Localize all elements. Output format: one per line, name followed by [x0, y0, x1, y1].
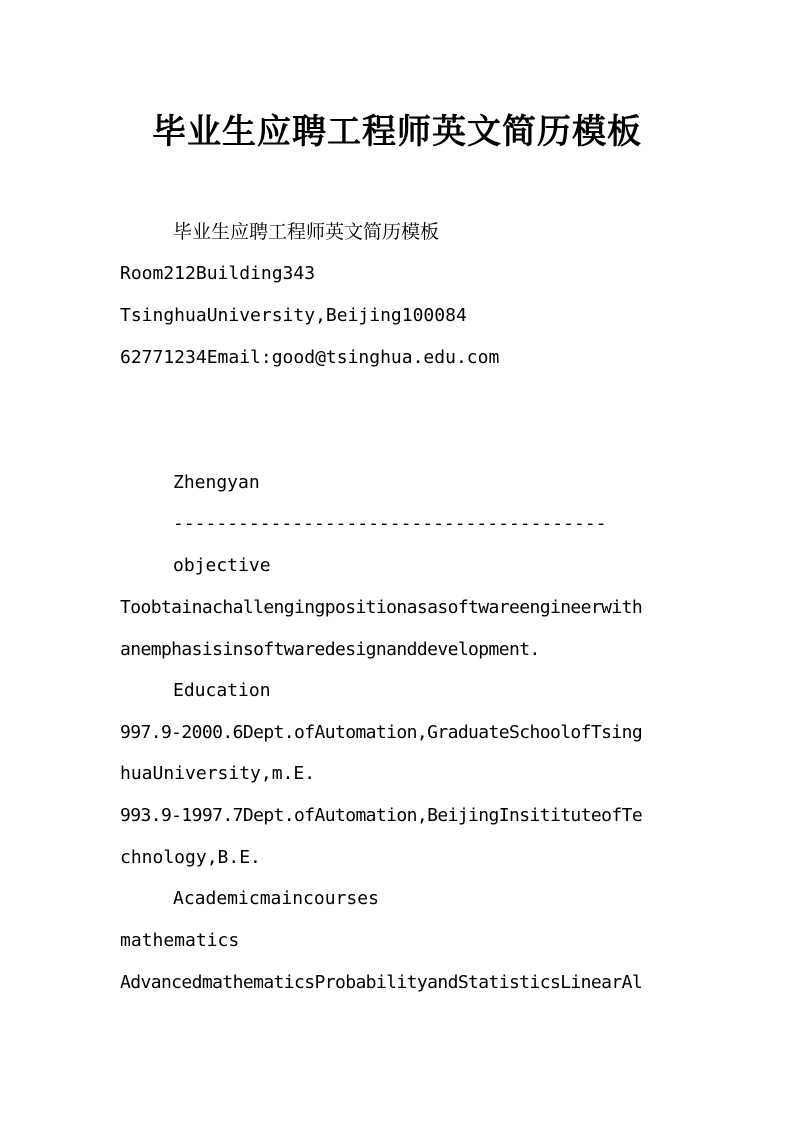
education-entry-1-line-1: 997.9-2000.6Dept.ofAutomation,GraduateSchoolofTsing [120, 722, 643, 743]
education-entry-1-line-2: huaUniversity,m.E. [120, 763, 316, 784]
document-title: 毕业生应聘工程师英文简历模板 [152, 112, 642, 152]
objective-text-line-1: Toobtainachallengingpositionasasoftwareengineerwith [120, 597, 643, 618]
address-line-1: Room212Building343 [120, 263, 316, 284]
objective-heading: objective [173, 555, 271, 576]
education-entry-2-line-2: chnology,B.E. [120, 847, 261, 868]
courses-text-line-1: AdvancedmathematicsProbabilityandStatisticsLinearAl [120, 972, 643, 993]
address-line-2: TsinghuaUniversity,Beijing100084 [120, 305, 467, 326]
applicant-name: Zhengyan [173, 472, 260, 493]
document-subtitle: 毕业生应聘工程师英文简历模板 [173, 221, 440, 243]
section-separator: ---------------------------------------- [173, 513, 607, 534]
objective-text-line-2: anemphasisinsoftwaredesignanddevelopment. [120, 639, 540, 660]
courses-category: mathematics [120, 930, 240, 951]
education-entry-2-line-1: 993.9-1997.7Dept.ofAutomation,BeijingInsitituteofTe [120, 805, 643, 826]
education-heading: Education [173, 680, 271, 701]
contact-line: 62771234Email:good@tsinghua.edu.com [120, 347, 500, 368]
courses-heading: Academicmaincourses [173, 888, 379, 909]
